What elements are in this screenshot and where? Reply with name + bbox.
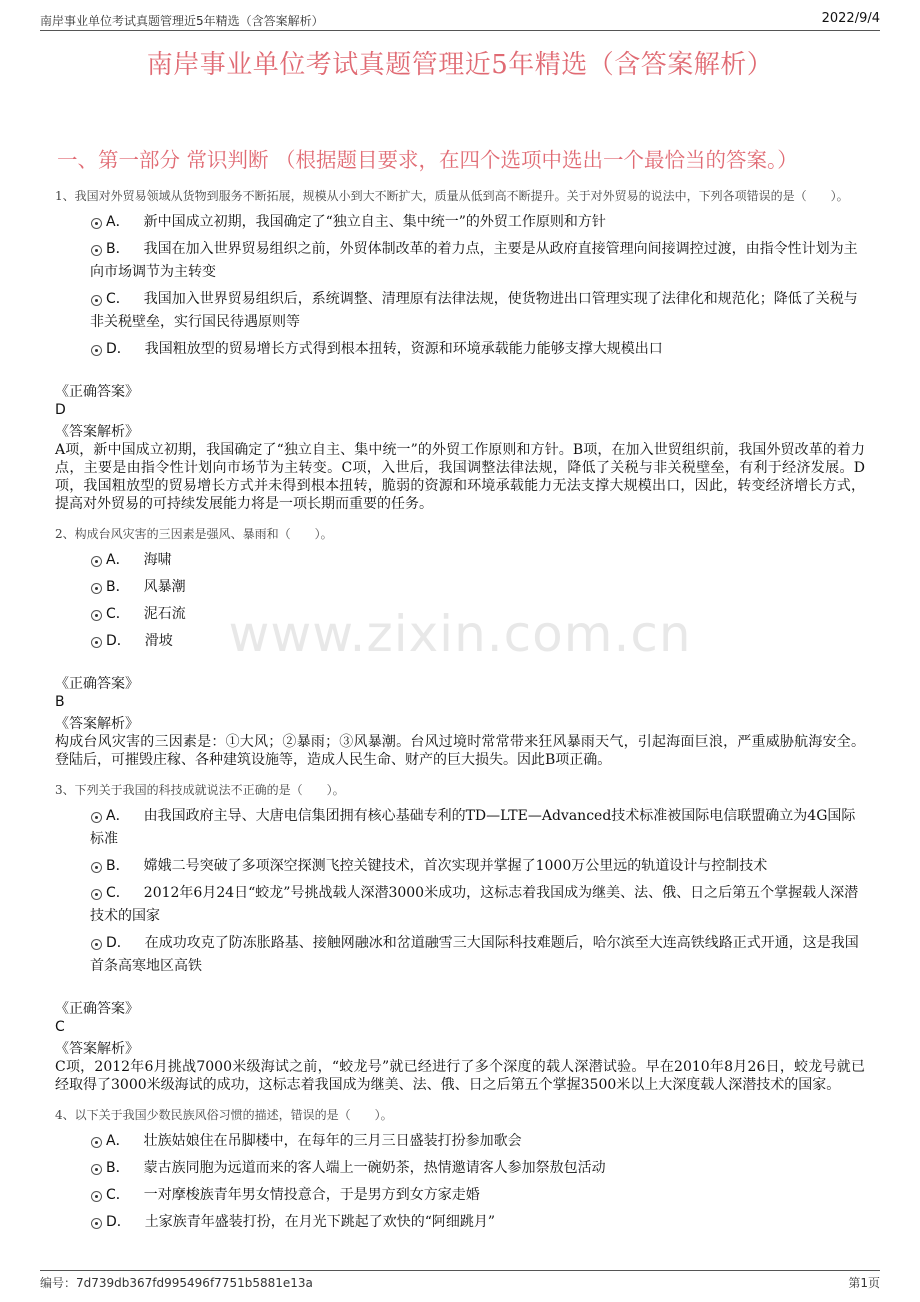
question-stem: 4、以下关于我国少数民族风俗习惯的描述，错误的是（ ）。 [55, 1108, 393, 1122]
option-c[interactable] [55, 288, 865, 334]
option-text: 新中国成立初期，我国确定了“独立自主、集中统一”的外贸工作原则和方针 [143, 214, 606, 230]
radio-icon[interactable] [91, 889, 102, 900]
option-text: 在成功攻克了防冻胀路基、接触网融冰和岔道融雪三大国际科技难题后，哈尔滨至大连高铁线路正式开通，这是我国首条高寒地区高铁 [90, 935, 859, 974]
radio-icon[interactable] [91, 1218, 102, 1229]
answer-label: 《正确答案》 [55, 1001, 139, 1017]
option-text: 滑坡 [144, 633, 173, 649]
option-b[interactable] [55, 855, 865, 878]
question-stem: 2、构成台风灾害的三因素是强风、暴雨和（ ）。 [55, 527, 333, 541]
option-letter: D． [106, 341, 131, 357]
option-text: 嫦娥二号突破了多项深空探测飞控关键技术，首次实现并掌握了1000万公里远的轨道设计与控制技术 [143, 858, 768, 874]
option-a[interactable] [55, 805, 865, 851]
option-letter: D． [106, 935, 131, 951]
option-letter: D． [106, 633, 131, 649]
question-2 [55, 525, 865, 769]
option-letter: B． [106, 858, 130, 874]
header-doc-title: 南岸事业单位考试真题管理近5年精选（含答案解析） [40, 14, 324, 28]
option-letter: B． [106, 579, 130, 595]
radio-icon[interactable] [91, 556, 102, 567]
correct-answer: C [55, 1019, 65, 1035]
answer-explanation: A项，新中国成立初期，我国确定了“独立自主、集中统一”的外贸工作原则和方针。B项，在加入世贸组织前，我国外贸改革的着力点，主要是由指令性计划向市场节为主转变。C项，入世后，我国调整法律法规，降低了关税与非关税壁垒，有利于经济发展。D项，我国粗放型的贸易增长方式并未得到根本扭转，脆弱的资源和环境承载能力无法支撑大规模出口，因此，转变经济增长方式，提高对外贸易的可持续发展能力将是一项长期而重要的任务。 [55, 442, 865, 512]
option-letter: A． [106, 552, 130, 568]
option-letter: C． [106, 1187, 130, 1203]
radio-icon[interactable] [91, 610, 102, 621]
radio-icon[interactable] [91, 812, 102, 823]
option-c[interactable] [55, 882, 865, 928]
question-3 [55, 781, 865, 1094]
correct-answer: B [55, 694, 65, 710]
explain-label: 《答案解析》 [55, 716, 139, 732]
option-d[interactable] [55, 338, 865, 361]
option-letter: B． [106, 241, 130, 257]
option-a[interactable] [55, 549, 865, 572]
option-letter: D． [106, 1214, 131, 1230]
radio-icon[interactable] [91, 345, 102, 356]
option-text: 一对摩梭族青年男女情投意合，于是男方到女方家走婚 [143, 1187, 480, 1203]
option-text: 蒙古族同胞为远道而来的客人端上一碗奶茶，热情邀请客人参加祭敖包活动 [143, 1160, 606, 1176]
option-text: 壮族姑娘住在吊脚楼中，在每年的三月三日盛装打扮参加歌会 [143, 1133, 522, 1149]
option-letter: B． [106, 1160, 130, 1176]
option-list [55, 549, 865, 653]
question-4 [55, 1106, 865, 1234]
question-stem: 1、我国对外贸易领域从货物到服务不断拓展，规模从小到大不断扩大，质量从低到高不断提升。关于对外贸易的说法中，下列各项错误的是（ ）。 [55, 189, 849, 203]
page-header [40, 8, 880, 31]
correct-answer: D [55, 402, 66, 418]
radio-icon[interactable] [91, 583, 102, 594]
page-number: 第1页 [848, 1276, 880, 1290]
option-list [55, 211, 865, 361]
option-d[interactable] [55, 1211, 865, 1234]
radio-icon[interactable] [91, 295, 102, 306]
answer-label: 《正确答案》 [55, 384, 139, 400]
option-text: 我国粗放型的贸易增长方式得到根本扭转，资源和环境承载能力能够支撑大规模出口 [144, 341, 663, 357]
option-d[interactable] [55, 932, 865, 978]
radio-icon[interactable] [91, 245, 102, 256]
option-b[interactable] [55, 238, 865, 284]
option-letter: A． [106, 1133, 130, 1149]
option-text: 海啸 [143, 552, 172, 568]
explain-label: 《答案解析》 [55, 1041, 139, 1057]
option-text: 2012年6月24日“蛟龙”号挑战载人深潜3000米成功，这标志着我国成为继美、法、俄、日之后第五个掌握载人深潜技术的国家 [90, 885, 859, 924]
option-a[interactable] [55, 211, 865, 234]
document-id: 编号：7d739db367fd995496f7751b5881e13a [40, 1276, 313, 1290]
option-d[interactable] [55, 630, 865, 653]
section-heading: 一、第一部分 常识判断 （根据题目要求，在四个选项中选出一个最恰当的答案。） [57, 148, 798, 172]
option-letter: C． [106, 606, 130, 622]
option-list [55, 805, 865, 978]
option-a[interactable] [55, 1130, 865, 1153]
option-b[interactable] [55, 576, 865, 599]
option-letter: A． [106, 214, 130, 230]
option-text: 我国加入世界贸易组织后，系统调整、清理原有法律法规，使货物进出口管理实现了法律化和规范化；降低了关税与非关税壁垒，实行国民待遇原则等 [90, 291, 858, 330]
option-letter: C． [106, 291, 130, 307]
radio-icon[interactable] [91, 1137, 102, 1148]
answer-explanation: C项，2012年6月挑战7000米级海试之前，“蛟龙号”就已经进行了多个深度的载人深潜试验。早在2010年8月26日，蛟龙号就已经取得了3000米级海试的成功，这标志着我国成为继美、法、俄、日之后第五个掌握3500米以上大深度载人深潜技术的国家。 [55, 1059, 865, 1093]
answer-explanation: 构成台风灾害的三因素是：①大风；②暴雨；③风暴潮。台风过境时常常带来狂风暴雨天气，引起海面巨浪，严重威胁航海安全。登陆后，可摧毁庄稼、各种建筑设施等，造成人民生命、财产的巨大损失。因此B项正确。 [55, 734, 865, 768]
radio-icon[interactable] [91, 637, 102, 648]
radio-icon[interactable] [91, 1164, 102, 1175]
option-b[interactable] [55, 1157, 865, 1180]
explain-label: 《答案解析》 [55, 424, 139, 440]
radio-icon[interactable] [91, 862, 102, 873]
option-text: 泥石流 [143, 606, 186, 622]
question-list [55, 187, 865, 1238]
option-letter: C． [106, 885, 130, 901]
question-1 [55, 187, 865, 513]
option-text: 土家族青年盛装打扮，在月光下跳起了欢快的“阿细跳月” [144, 1214, 496, 1230]
option-text: 我国在加入世界贸易组织之前，外贸体制改革的着力点，主要是从政府直接管理向间接调控过渡，由指令性计划为主向市场调节为主转变 [90, 241, 858, 280]
watermark: www.zixin.com.cn [228, 605, 692, 663]
option-letter: A． [106, 808, 130, 824]
option-text: 风暴潮 [143, 579, 186, 595]
option-list [55, 1130, 865, 1234]
answer-label: 《正确答案》 [55, 676, 139, 692]
option-text: 由我国政府主导、大唐电信集团拥有核心基础专利的TD—LTE—Advanced技术标准被国际电信联盟确立为4G国际标准 [90, 808, 856, 847]
page-footer [40, 1270, 880, 1291]
question-stem: 3、下列关于我国的科技成就说法不正确的是（ ）。 [55, 783, 345, 797]
radio-icon[interactable] [91, 939, 102, 950]
header-date: 2022/9/4 [821, 11, 880, 26]
document-title: 南岸事业单位考试真题管理近5年精选（含答案解析） [146, 50, 774, 80]
option-c[interactable] [55, 603, 865, 626]
radio-icon[interactable] [91, 218, 102, 229]
option-c[interactable] [55, 1184, 865, 1207]
radio-icon[interactable] [91, 1191, 102, 1202]
